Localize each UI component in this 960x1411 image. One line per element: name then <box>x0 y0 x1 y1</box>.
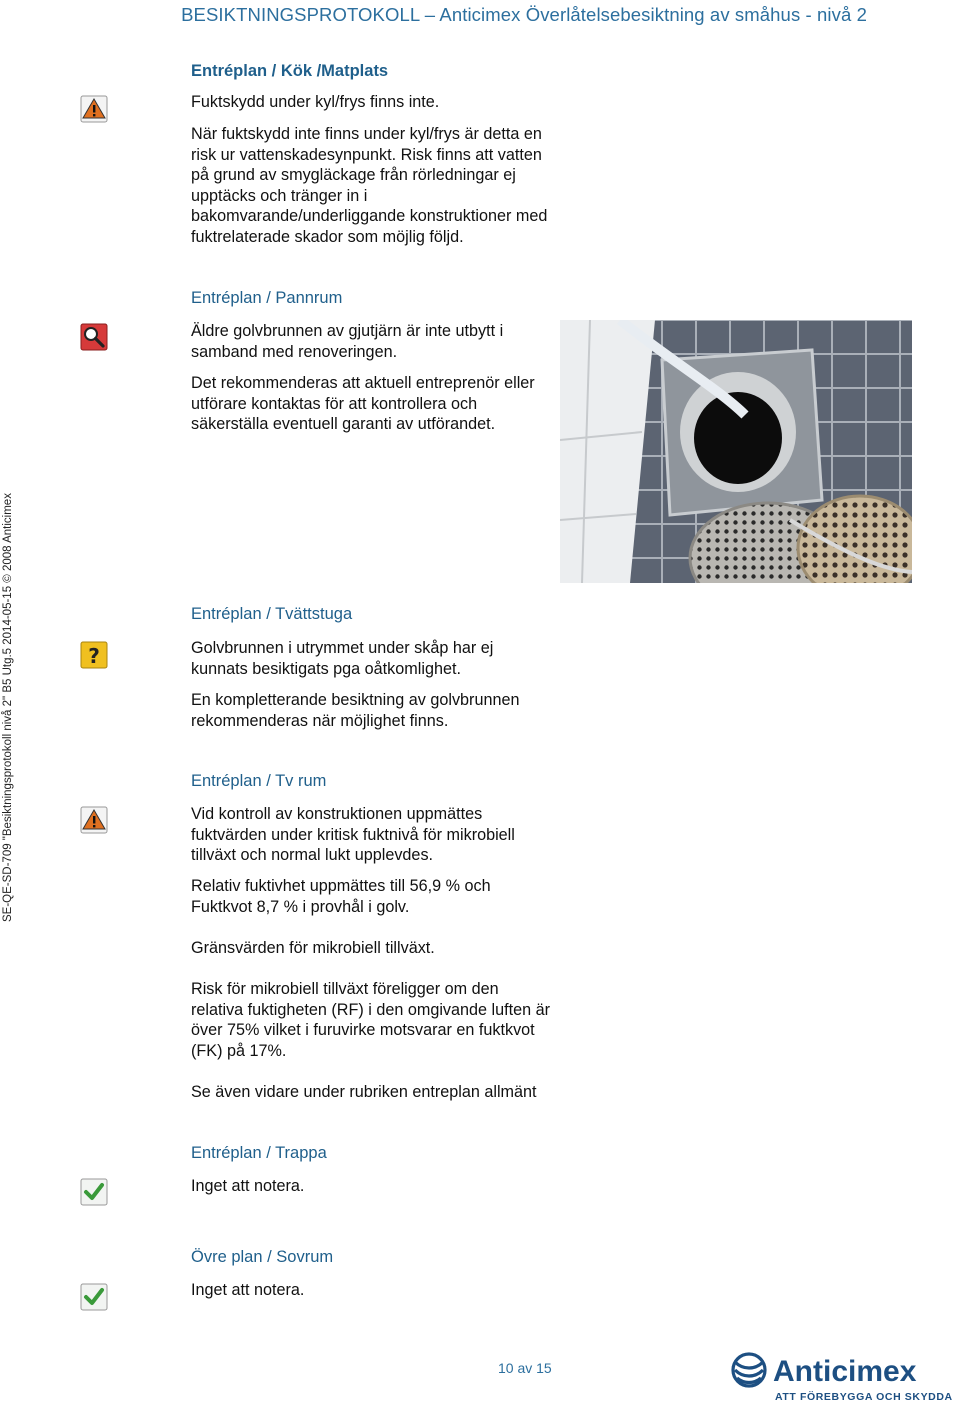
page-number: 10 av 15 <box>498 1360 552 1376</box>
paragraph: Relativ fuktivhet uppmättes till 56,9 % och Fuktkvot 8,7 % i provhål i golv. <box>191 877 491 916</box>
paragraph: En kompletterande besiktning av golvbrunnen rekommenderas när möjlighet finns. <box>191 691 520 730</box>
svg-text:?: ? <box>88 644 100 668</box>
paragraph: Golvbrunnen i utrymmet under skåp har ej kunnats besiktigats pga oåtkomlighet. <box>191 639 494 678</box>
question-icon <box>80 641 108 669</box>
magnifier-icon <box>80 323 108 351</box>
section-title-kok: Entréplan / Kök /Matplats <box>191 62 389 80</box>
paragraph: Vid kontroll av konstruktionen uppmättes fuktvärden under kritisk fuktnivå för mikrobiell tillväxt och normal lukt upplevdes. <box>191 805 515 865</box>
paragraph: Inget att notera. <box>191 1281 305 1299</box>
floor-drain-photo <box>560 320 912 583</box>
paragraph: Det rekommenderas att aktuell entreprenör eller utförare kontaktas för att kontrollera och säkerställa eventuell garanti av utförandet. <box>191 374 535 434</box>
section-title-tvattstuga: Entréplan / Tvättstuga <box>191 605 353 623</box>
warning-icon <box>80 806 108 834</box>
logo-tagline: ATT FÖREBYGGA OCH SKYDDA <box>775 1391 953 1403</box>
paragraph: Se även vidare under rubriken entreplan allmänt <box>191 1083 537 1101</box>
checkmark-icon <box>80 1283 108 1311</box>
section-title-tvrum: Entréplan / Tv rum <box>191 772 327 790</box>
paragraph: Risk för mikrobiell tillväxt föreligger om den relativa fuktigheten (RF) i den omgivande luften är över 75% vilket i furuvirke motsvarar en fuktkvot (FK) på 17%. <box>191 980 551 1060</box>
paragraph: Gränsvärden för mikrobiell tillväxt. <box>191 939 435 957</box>
logo-name: Anticimex <box>773 1355 917 1388</box>
document-reference: SE-QE-SD-709 "Besiktningsprotokoll nivå 2" B5 Utg.5 2014-05-15 © 2008 Anticimex <box>2 493 14 922</box>
section-title-sovrum: Övre plan / Sovrum <box>191 1248 334 1266</box>
paragraph: Äldre golvbrunnen av gjutjärn är inte utbytt i samband med renoveringen. <box>191 322 504 361</box>
paragraph: När fuktskydd inte finns under kyl/frys är detta en risk ur vattenskadesynpunkt. Risk finns att vatten på grund av smygläckage från rörledningar ej upptäcks och tränger in i bakomvarande/underliggande konstruktioner med fuktrelaterade skador som möjlig följd. <box>191 125 548 246</box>
anticimex-logo <box>727 1348 953 1406</box>
warning-icon <box>80 95 108 123</box>
paragraph: Fuktskydd under kyl/frys finns inte. <box>191 93 440 111</box>
section-title-trappa: Entréplan / Trappa <box>191 1144 327 1162</box>
page-header: BESIKTNINGSPROTOKOLL – Anticimex Överlåtelsebesiktning av småhus - nivå 2 <box>181 4 867 25</box>
paragraph: Inget att notera. <box>191 1177 305 1195</box>
checkmark-icon <box>80 1178 108 1206</box>
section-title-pannrum: Entréplan / Pannrum <box>191 289 343 307</box>
